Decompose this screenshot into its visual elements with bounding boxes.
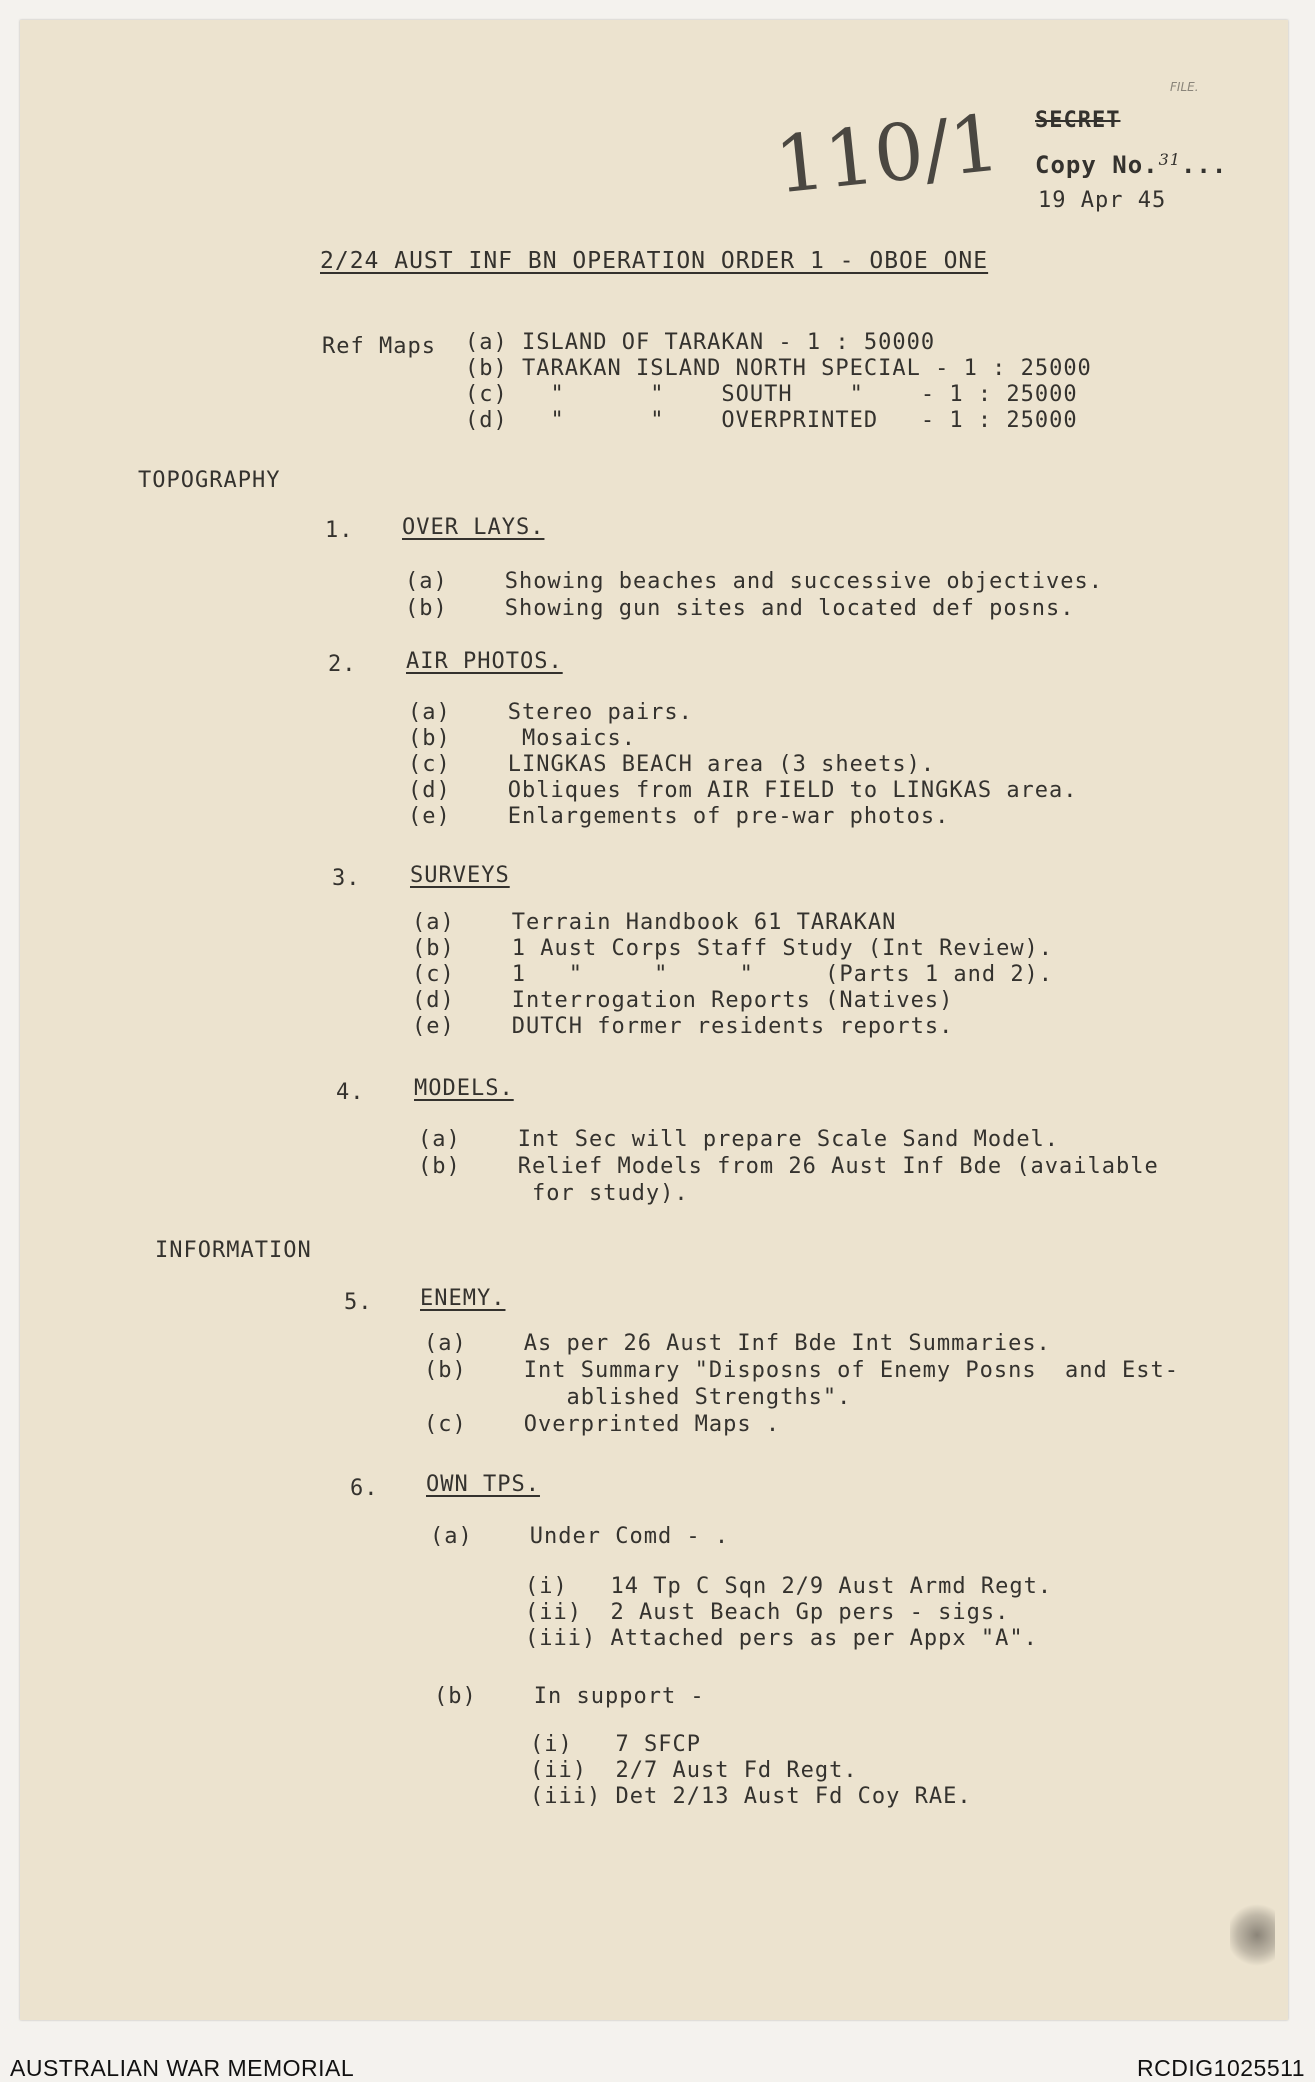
- roman-numeral: (i): [525, 1574, 568, 1599]
- item-letter: (e): [408, 804, 451, 829]
- ref-map-name: ISLAND OF TARAKAN - 1 : 50000: [522, 330, 936, 355]
- item-text: Relief Models from 26 Aust Inf Bde (available: [517, 1154, 1159, 1179]
- footer-institution: AUSTRALIAN WAR MEMORIAL: [10, 2055, 355, 2081]
- ref-map-letter: (a): [465, 330, 508, 355]
- item-text: Obliques from AIR FIELD to LINGKAS area.: [507, 778, 1078, 803]
- item-letter: (c): [412, 962, 455, 987]
- item-letter: (b): [424, 1358, 467, 1383]
- ink-smudge: [1230, 1900, 1275, 1970]
- item-letter: (a): [412, 910, 455, 935]
- para-heading: AIR PHOTOS.: [406, 649, 563, 674]
- item-text: Int Summary "Disposns of Enemy Posns and Est-: [523, 1358, 1180, 1383]
- classification-marking: SECRET: [1035, 108, 1121, 133]
- item-letter: (a): [424, 1331, 467, 1356]
- item-text: 7 SFCP: [615, 1732, 701, 1757]
- item-text: Enlargements of pre-war photos.: [507, 804, 950, 829]
- para-heading: MODELS.: [414, 1076, 514, 1101]
- item-letter: (b): [434, 1684, 477, 1709]
- para-number: 3.: [332, 866, 361, 891]
- copy-number-label: Copy No.: [1035, 151, 1159, 179]
- para-heading: SURVEYS: [410, 863, 510, 888]
- roman-numeral: (i): [530, 1732, 573, 1757]
- para-heading: OVER LAYS.: [402, 515, 545, 540]
- item-letter: (e): [412, 1014, 455, 1039]
- para-number: 4.: [336, 1080, 365, 1105]
- ref-maps-label: Ref Maps: [322, 334, 436, 359]
- handwritten-file-number: 110/1: [770, 98, 1004, 212]
- item-letter: (a): [405, 569, 448, 594]
- item-text-continued: ablished Strengths".: [566, 1385, 852, 1410]
- para-number: 2.: [328, 652, 357, 677]
- item-text: DUTCH former residents reports.: [511, 1014, 954, 1039]
- roman-numeral: (ii): [530, 1758, 587, 1783]
- para-items: [405, 568, 1103, 622]
- item-letter: (a): [418, 1127, 461, 1152]
- item-letter: (c): [424, 1412, 467, 1437]
- item-text: 1 " " " (Parts 1 and 2).: [511, 962, 1054, 987]
- copy-number-dots: ...: [1180, 151, 1228, 179]
- section-heading-information: INFORMATION: [155, 1238, 312, 1263]
- item-letter: (a): [430, 1524, 473, 1549]
- item-text: Mosaics.: [507, 726, 636, 751]
- ref-map-letter: (b): [465, 356, 508, 381]
- item-text: 1 Aust Corps Staff Study (Int Review).: [511, 936, 1054, 961]
- para-items: [424, 1330, 1179, 1438]
- sub-item-a: [430, 1524, 729, 1549]
- item-letter: (b): [408, 726, 451, 751]
- item-letter: (c): [408, 752, 451, 777]
- copy-number-value: 31: [1158, 150, 1181, 169]
- item-text: Under Comd - .: [529, 1524, 730, 1549]
- item-text: 2/7 Aust Fd Regt.: [615, 1758, 858, 1783]
- item-text: Terrain Handbook 61 TARAKAN: [511, 910, 897, 935]
- section-heading-topography: TOPOGRAPHY: [138, 468, 281, 493]
- roman-numeral: (iii): [530, 1784, 602, 1809]
- item-text: Stereo pairs.: [507, 700, 693, 725]
- ref-map-name: TARAKAN ISLAND NORTH SPECIAL - 1 : 25000: [522, 356, 1092, 381]
- document-title: 2/24 AUST INF BN OPERATION ORDER 1 - OBOE ONE: [320, 248, 989, 274]
- item-text-continued: for study).: [531, 1181, 689, 1206]
- ref-maps-list: [465, 330, 1092, 434]
- para-items: [408, 700, 1078, 830]
- item-text: As per 26 Aust Inf Bde Int Summaries.: [523, 1331, 1051, 1356]
- item-text: 2 Aust Beach Gp pers - sigs.: [610, 1600, 1010, 1625]
- pencil-note: FILE.: [1170, 80, 1199, 94]
- para-heading: OWN TPS.: [426, 1472, 540, 1497]
- ref-map-name: " " SOUTH " - 1 : 25000: [522, 382, 1078, 407]
- ref-map-name: " " OVERPRINTED - 1 : 25000: [522, 408, 1078, 433]
- para-heading: ENEMY.: [420, 1286, 506, 1311]
- item-text: Det 2/13 Aust Fd Coy RAE.: [615, 1784, 972, 1809]
- item-letter: (b): [418, 1154, 461, 1179]
- para-items: [412, 910, 1053, 1040]
- item-letter: (a): [408, 700, 451, 725]
- under-comd-list: [525, 1574, 1052, 1652]
- ref-map-letter: (d): [465, 408, 508, 433]
- order-date: 19 Apr 45: [1038, 188, 1167, 213]
- in-support-list: [530, 1732, 972, 1810]
- item-text: LINGKAS BEACH area (3 sheets).: [507, 752, 936, 777]
- item-text: Showing gun sites and located def posns.: [504, 596, 1075, 621]
- item-letter: (b): [405, 596, 448, 621]
- para-number: 5.: [344, 1290, 373, 1315]
- item-text: 14 Tp C Sqn 2/9 Aust Armd Regt.: [610, 1574, 1053, 1599]
- item-text: Attached pers as per Appx "A".: [610, 1626, 1038, 1651]
- item-letter: (d): [408, 778, 451, 803]
- footer-record-id: RCDIG1025511: [1137, 2055, 1305, 2081]
- item-text: Int Sec will prepare Scale Sand Model.: [517, 1127, 1060, 1152]
- para-number: 6.: [350, 1476, 379, 1501]
- ref-map-letter: (c): [465, 382, 508, 407]
- copy-number: [1035, 150, 1227, 179]
- item-text: Showing beaches and successive objectives.: [504, 569, 1104, 594]
- para-number: 1.: [325, 518, 354, 543]
- roman-numeral: (iii): [525, 1626, 597, 1651]
- sub-item-b: [434, 1684, 705, 1709]
- para-items: [418, 1126, 1159, 1207]
- roman-numeral: (ii): [525, 1600, 582, 1625]
- item-text: In support -: [533, 1684, 705, 1709]
- item-text: Overprinted Maps .: [523, 1412, 781, 1437]
- item-text: Interrogation Reports (Natives): [511, 988, 954, 1013]
- item-letter: (b): [412, 936, 455, 961]
- item-letter: (d): [412, 988, 455, 1013]
